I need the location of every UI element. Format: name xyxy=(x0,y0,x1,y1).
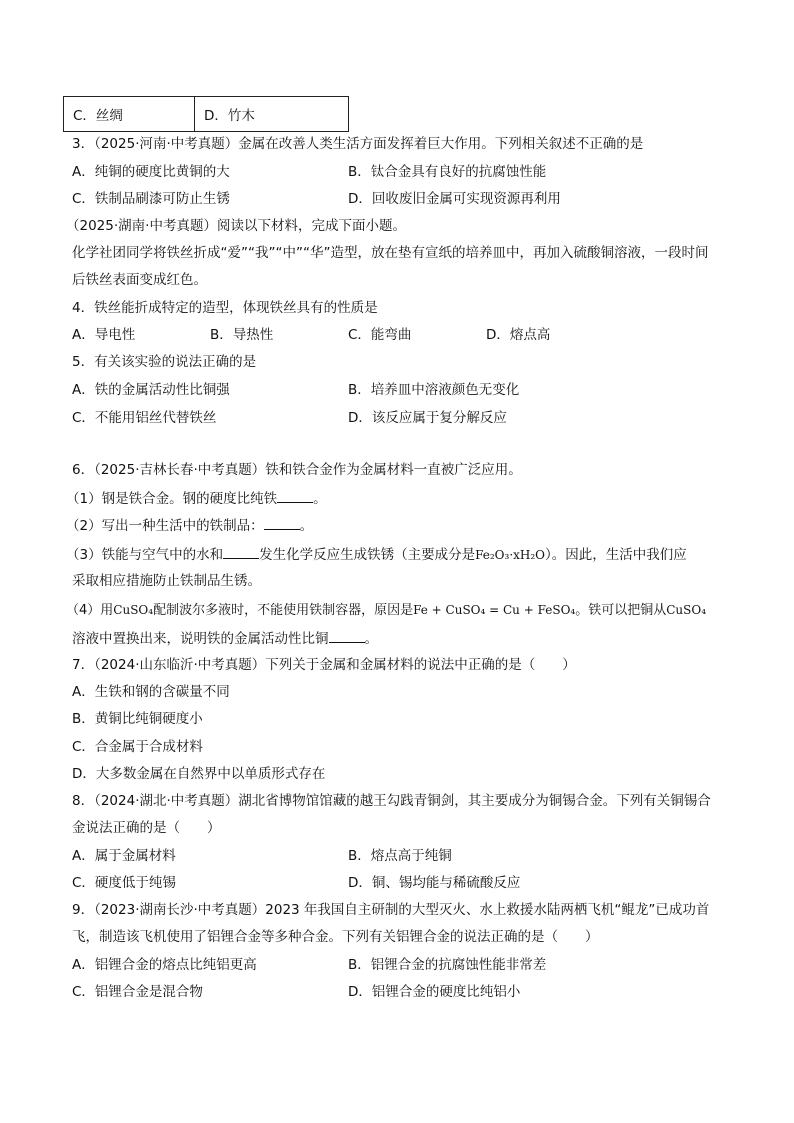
q6-p4-end: 。 xyxy=(364,631,378,647)
q3-option-d: D．回收废旧金属可实现资源再利用 xyxy=(348,191,561,207)
q9-stem-line-2: 飞，制造该飞机使用了铝锂合金等多种合金。下列有关铝锂合金的说法正确的是（ ） xyxy=(72,929,599,945)
q6-p1-end: 。 xyxy=(313,491,327,507)
q6-part-3 xyxy=(66,544,687,565)
q6-p4-cuso4: CuSO₄ xyxy=(113,603,154,617)
q6-part-2 xyxy=(66,515,313,536)
material-intro: （2025·湖南·中考真题）阅读以下材料，完成下面小题。 xyxy=(66,218,406,234)
answer-blank[interactable] xyxy=(329,628,365,643)
q6-p4-text-c: 。铁可以把铜从 xyxy=(575,603,667,618)
q3-option-c: C．铁制品刷漆可防止生锈 xyxy=(72,191,230,207)
q6-p3-text-a: （3）铁能与空气中的水和 xyxy=(66,547,224,563)
q4-option-b: B．导热性 xyxy=(210,327,274,343)
q6-part-3-line-2: 采取相应措施防止铁制品生锈。 xyxy=(72,573,261,589)
q8-option-c: C．硬度低于纯锡 xyxy=(72,875,176,891)
q8-option-d: D．铜、锡均能与稀硫酸反应 xyxy=(348,875,521,891)
q4-option-d: D．熔点高 xyxy=(486,327,551,343)
q6-p4-text-b: 配制波尔多液时，不能使用铁制容器，原因是 xyxy=(153,603,414,618)
q7-option-b: B．黄铜比纯铜硬度小 xyxy=(72,711,203,727)
q6-part-4 xyxy=(66,600,706,621)
q7-option-c: C．合金属于合成材料 xyxy=(72,739,203,755)
q5-option-b: B．培养皿中溶液颜色无变化 xyxy=(348,382,520,398)
q6-p4-equation: Fe + CuSO₄ = Cu + FeSO₄ xyxy=(413,603,576,617)
q8-option-a: A．属于金属材料 xyxy=(72,848,176,864)
q9-option-c: C．铝锂合金是混合物 xyxy=(72,984,203,1000)
q6-p4-cuso4-b: CuSO₄ xyxy=(666,603,707,617)
q5-option-a: A．铁的金属活动性比铜强 xyxy=(72,382,230,398)
q8-stem-line-1: 8．（2024·湖北·中考真题）湖北省博物馆馆藏的越王勾践青铜剑，其主要成分为铜锡合金。下列有关铜锡合 xyxy=(72,793,711,809)
q4-option-a: A．导电性 xyxy=(72,327,136,343)
q6-part-4-line-2 xyxy=(72,628,378,649)
q9-option-b: B．铝锂合金的抗腐蚀性能非常差 xyxy=(348,957,547,973)
q5-option-c: C．不能用铝丝代替铁丝 xyxy=(72,410,217,426)
q7-option-a: A．生铁和钢的含碳量不同 xyxy=(72,684,230,700)
q9-stem-line-1: 9．（2023·湖南长沙·中考真题）2023 年我国自主研制的大型灭火、水上救援水陆两栖飞机“鲲龙”已成功首 xyxy=(72,902,710,918)
q6-p3-formula: Fe₂O₃·xH₂O xyxy=(475,548,546,562)
q3-option-b: B．钛合金具有良好的抗腐蚀性能 xyxy=(348,164,547,180)
material-line-2: 后铁丝表面变成红色。 xyxy=(72,272,207,288)
q8-stem-line-2: 金说法正确的是（ ） xyxy=(72,820,221,836)
q9-option-d: D．铝锂合金的硬度比纯铝小 xyxy=(348,984,521,1000)
q6-p3-text-c: ）。因此，生活中我们应 xyxy=(545,547,687,563)
q4-stem: 4．铁丝能折成特定的造型，体现铁丝具有的性质是 xyxy=(72,300,378,316)
answer-blank[interactable] xyxy=(264,515,300,530)
answer-blank[interactable] xyxy=(277,488,313,503)
q6-p3-text-b: 发生化学反应生成铁锈（主要成分是 xyxy=(259,547,476,563)
q9-option-a: A．铝锂合金的熔点比纯铝更高 xyxy=(72,957,257,973)
q8-option-b: B．熔点高于纯铜 xyxy=(348,848,452,864)
answer-blank[interactable] xyxy=(223,544,259,559)
q6-p1-text: （1）钢是铁合金。钢的硬度比纯铁 xyxy=(66,491,278,507)
option-d-cell: D．竹木 xyxy=(195,97,349,132)
q6-p2-text: （2）写出一种生活中的铁制品： xyxy=(66,518,264,534)
q7-option-d: D．大多数金属在自然界中以单质形式存在 xyxy=(72,766,326,782)
q3-stem: 3．（2025·河南·中考真题）金属在改善人类生活方面发挥着巨大作用。下列相关叙述不正确的是 xyxy=(72,136,644,152)
material-line-1: 化学社团同学将铁丝折成“爱”“我”“中”“华”造型，放在垫有宣纸的培养皿中，再加入硫酸铜溶液，一段时间 xyxy=(72,245,709,261)
q4-option-c: C．能弯曲 xyxy=(348,327,412,343)
q7-stem: 7．（2024·山东临沂·中考真题）下列关于金属和金属材料的说法中正确的是（ ） xyxy=(72,657,576,673)
q6-p4-line2-text: 溶液中置换出来，说明铁的金属活动性比铜 xyxy=(72,631,329,647)
q6-stem: 6．（2025·吉林长春·中考真题）铁和铁合金作为金属材料一直被广泛应用。 xyxy=(72,462,522,478)
q5-option-d: D．该反应属于复分解反应 xyxy=(348,410,507,426)
q6-p2-end: 。 xyxy=(299,518,314,534)
q6-p4-text-a: （4）用 xyxy=(66,603,114,618)
q5-stem: 5．有关该实验的说法正确的是 xyxy=(72,354,257,370)
options-table xyxy=(63,96,349,132)
q6-part-1 xyxy=(66,488,327,509)
q3-option-a: A．纯铜的硬度比黄铜的大 xyxy=(72,164,230,180)
option-c-cell: C．丝绸 xyxy=(64,97,195,132)
